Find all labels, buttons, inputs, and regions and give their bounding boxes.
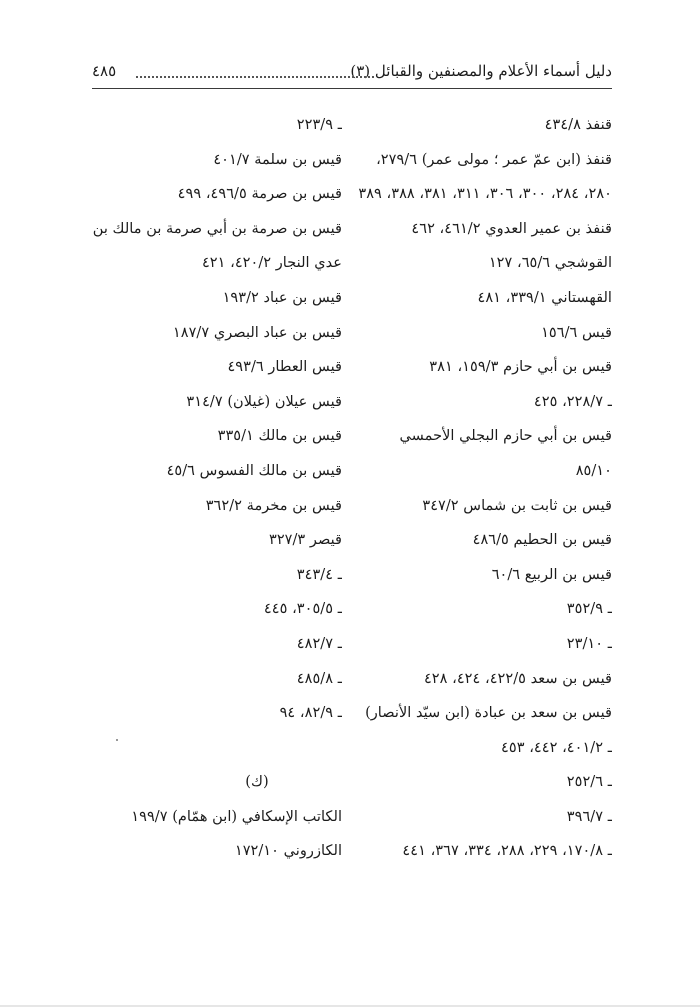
index-entry: ـ ١٧٠/٨، ٢٢٩، ٢٨٨، ٣٣٤، ٣٦٧، ٤٤١ [402, 842, 612, 860]
index-column-left [82, 108, 342, 869]
index-entry: قيس بن الربيع ٦٠/٦ [491, 565, 612, 583]
index-entry: ـ ٢٢٣/٩ [296, 116, 342, 133]
index-entry: قيس بن عباد البصري ١٨٧/٧ [172, 323, 342, 341]
index-entry: قيس العطار ٤٩٣/٦ [227, 358, 342, 376]
index-entry: ـ ٣٩٦/٧ [566, 807, 612, 825]
index-entry: قيس بن مالك ٣٣٥/١ [217, 427, 342, 445]
index-entry: ـ ٢٥٢/٦ [566, 773, 612, 791]
index-entry: ـ ٢٢٨/٧، ٤٢٥ [533, 392, 612, 410]
index-entry: ـ ٣٤٣/٤ [296, 565, 342, 583]
index-entry: ـ ٣٠٥/٥، ٤٤٥ [263, 600, 342, 618]
index-entry: قيس بن مخرمة ٣٦٢/٢ [205, 496, 342, 514]
index-column-right [357, 108, 612, 869]
index-entry: عدي النجار ٤٢٠/٢، ٤٢١ [201, 254, 342, 272]
index-entry: قيس بن صرمة بن أبي صرمة بن مالك بن [92, 219, 342, 237]
index-entry: ـ ٣٥٢/٩ [566, 600, 612, 618]
index-entry: قيس ١٥٦/٦ [541, 323, 612, 341]
index-entry: قيس بن مالك الفسوس ٤٥/٦ [166, 461, 342, 479]
index-entry: ـ ٤٨٢/٧ [296, 634, 342, 652]
index-entry: قيس عيلان (غيلان) ٣١٤/٧ [186, 392, 342, 410]
index-entry: قيس بن أبي حازم البجلي الأحمسي [399, 427, 612, 445]
index-entry: ـ ٤٨٥/٨ [296, 669, 342, 687]
index-entry: قيس بن الحطيم ٤٨٦/٥ [472, 531, 612, 549]
index-entry: ٨٥/١٠ [575, 461, 612, 479]
header-dot-leader [136, 70, 374, 78]
index-entry: قنفذ ٤٣٤/٨ [544, 116, 612, 133]
index-entry: الكاتب الإسكافي (ابن همّام) ١٩٩/٧ [131, 807, 342, 825]
index-entry: قيس بن ثابت بن شماس ٣٤٧/٢ [422, 496, 612, 514]
print-speck [116, 739, 118, 741]
index-entry: ـ ٤٠١/٢، ٤٤٢، ٤٥٣ [501, 738, 612, 756]
index-entry: قيس بن عباد ١٩٣/٢ [222, 288, 342, 306]
index-entry: ـ ٨٢/٩، ٩٤ [279, 704, 342, 722]
index-entry: قيس بن صرمة ٤٩٦/٥، ٤٩٩ [177, 185, 342, 203]
section-heading: (ك) [245, 773, 269, 791]
index-entry: قيس بن سعد بن عبادة (ابن سيّد الأنصار) [365, 704, 612, 722]
index-entry: قيس بن سعد ٤٢٢/٥، ٤٢٤، ٤٢٨ [423, 669, 612, 687]
index-entry: الكازروني ١٧٢/١٠ [234, 842, 342, 860]
index-entry: قيس بن أبي حازم ١٥٩/٣، ٣٨١ [429, 358, 612, 376]
blank-line [82, 731, 342, 766]
index-entry: قيصر ٣٢٧/٣ [268, 531, 342, 549]
header-title: دليل أسماء الأعلام والمصنفين والقبائل (٣) [350, 62, 612, 80]
index-entry: القوشجي ٦٥/٦، ١٢٧ [488, 254, 612, 272]
index-entry: قيس بن سلمة ٤٠١/٧ [213, 150, 342, 168]
index-entry: ـ ٢٣/١٠ [566, 634, 612, 652]
index-entry: قنفذ (ابن عمّ عمر ؛ مولى عمر) ٢٧٩/٦، [376, 150, 612, 168]
index-entry: القهستاني ٣٣٩/١، ٤٨١ [477, 288, 612, 306]
page-number: ٤٨٥ [92, 62, 117, 80]
running-header [92, 58, 612, 89]
index-entry: قنفذ بن عمير العدوي ٤٦١/٢، ٤٦٢ [411, 219, 612, 237]
index-entry: ٢٨٠، ٢٨٤، ٣٠٠، ٣٠٦، ٣١١، ٣٨١، ٣٨٨، ٣٨٩ [358, 185, 612, 203]
